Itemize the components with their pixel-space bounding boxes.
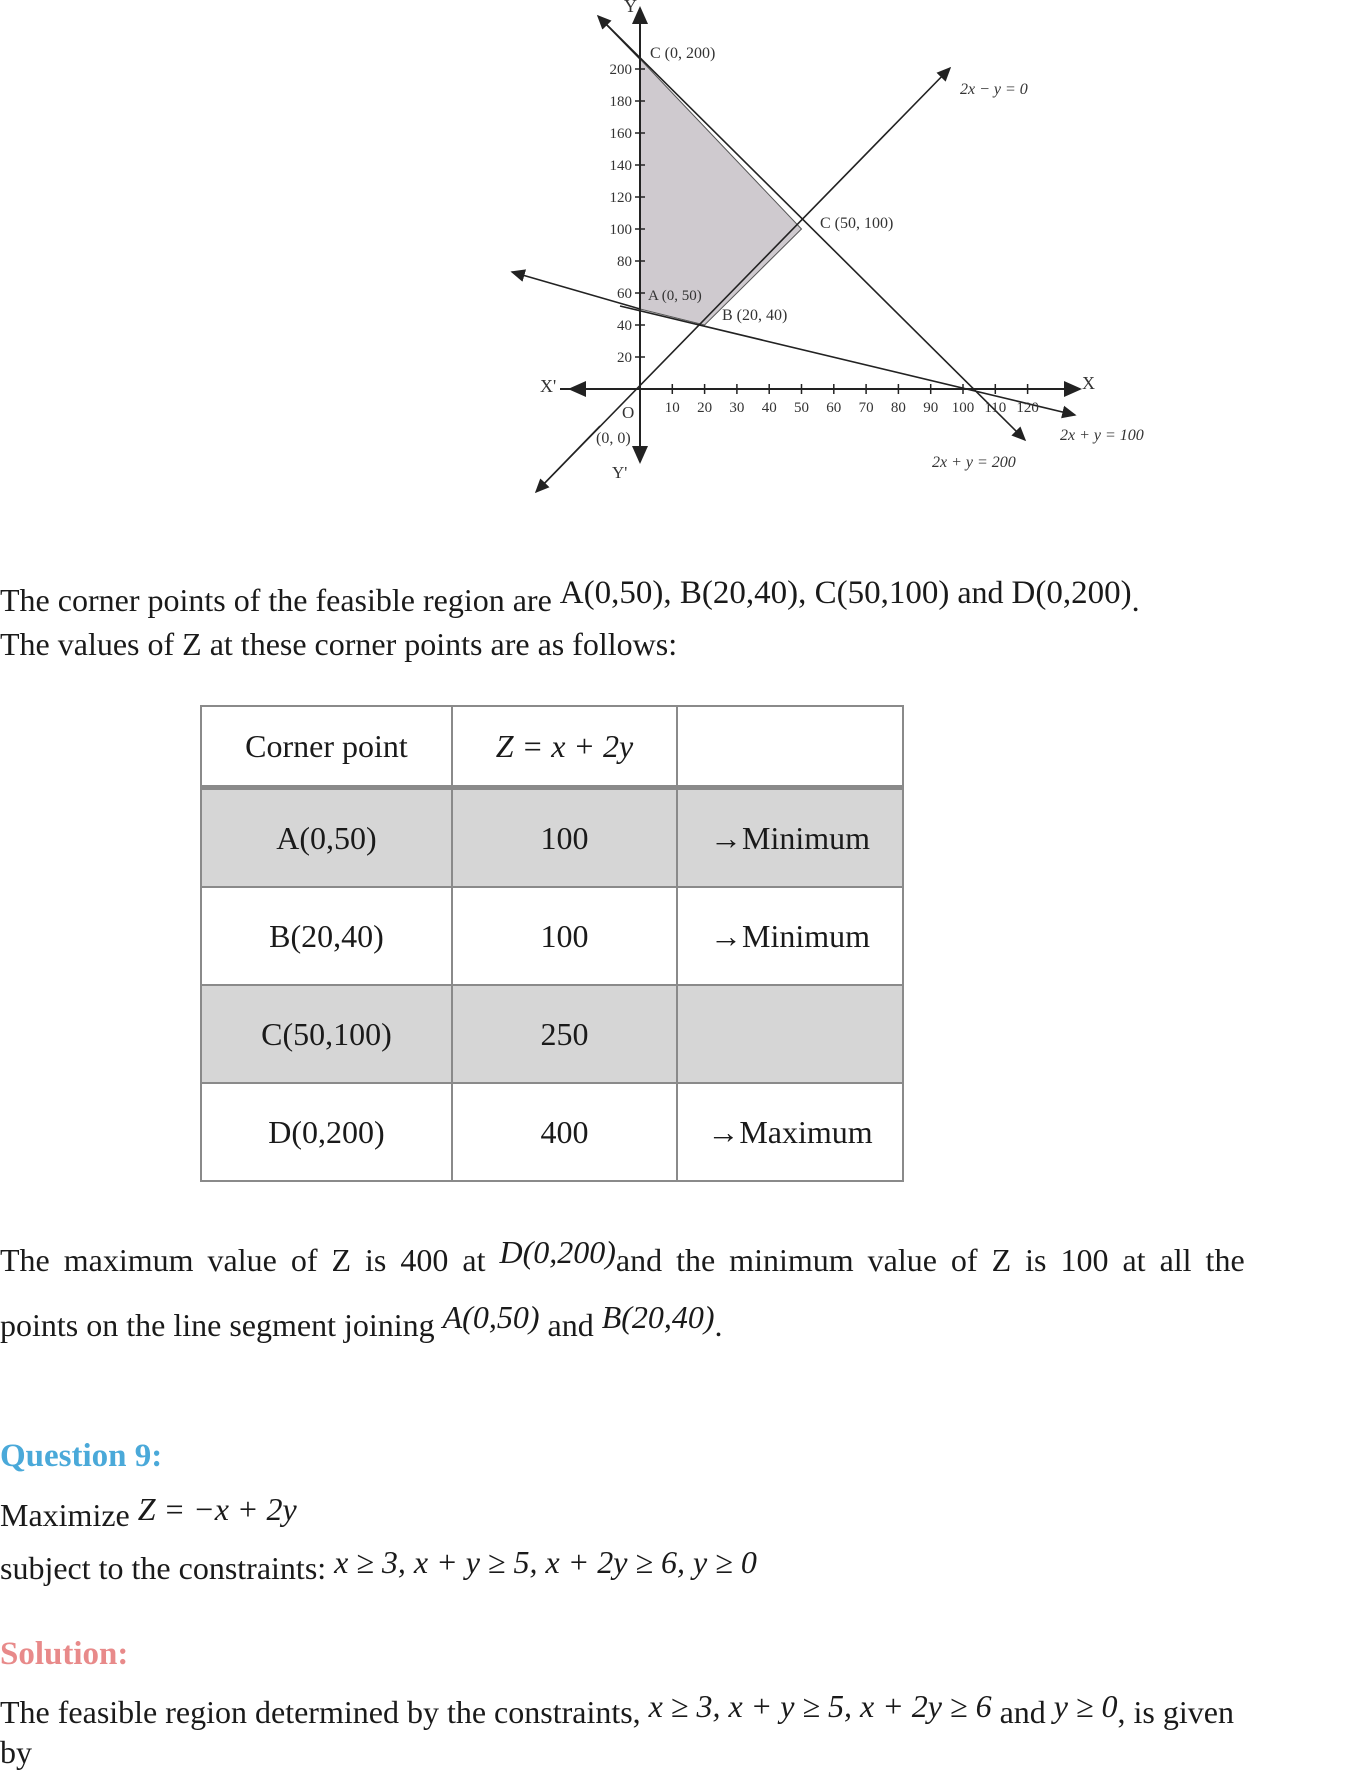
solution-constraints: x ≥ 3, x + y ≥ 5, x + 2y ≥ 6 xyxy=(648,1688,992,1724)
table-row xyxy=(201,887,903,985)
y-tick-label: 160 xyxy=(609,126,632,142)
table-cell-z: 400 xyxy=(452,1083,677,1181)
table-header: Z = x + 2y xyxy=(452,706,677,788)
conclusion-and: and xyxy=(547,1307,594,1343)
table-cell-z: 250 xyxy=(452,985,677,1083)
subject-label: subject to the constraints: xyxy=(0,1550,327,1586)
table-cell-note: →Minimum xyxy=(677,788,903,888)
line-2x-plus-y-100 xyxy=(620,306,1075,415)
point-label-a: A (0, 50) xyxy=(648,288,702,304)
max-point: D(0,200) xyxy=(499,1234,616,1270)
y-tick-label: 20 xyxy=(617,350,632,366)
maximize-label: Maximize xyxy=(0,1497,130,1533)
table-cell-point: C(50,100) xyxy=(201,985,452,1083)
y-tick-label: 180 xyxy=(609,94,632,110)
origin-coord: (0, 0) xyxy=(596,430,631,447)
y-tick-label: 40 xyxy=(617,318,632,334)
corner-points-list: A(0,50), B(20,40), C(50,100) xyxy=(559,575,950,611)
x-tick-label: 40 xyxy=(761,400,777,416)
axis-label-y-neg: Y' xyxy=(612,463,628,482)
point-label-c-mid: C (50, 100) xyxy=(820,215,894,232)
corner-point-table xyxy=(200,705,904,1182)
min-point-b: B(20,40) xyxy=(601,1299,715,1335)
line-label-3: 2x + y = 200 xyxy=(932,454,1016,471)
solution-and: and xyxy=(999,1694,1046,1730)
solution-heading: Solution: xyxy=(0,1636,129,1672)
table-cell-z: 100 xyxy=(452,788,677,888)
y-tick-label: 120 xyxy=(609,190,632,206)
axis-label-y: Y xyxy=(624,0,637,16)
y-tick-label: 60 xyxy=(617,286,632,302)
conclusion-text: points on the line segment joining xyxy=(0,1307,435,1343)
x-tick-label: 20 xyxy=(697,400,713,416)
solution-line-1 xyxy=(0,1688,1234,1732)
x-tick-label: 120 xyxy=(1016,400,1039,416)
table-row xyxy=(201,788,903,888)
x-tick-label: 110 xyxy=(984,400,1007,416)
table-cell-z: 100 xyxy=(452,887,677,985)
conclusion-line-1 xyxy=(0,1234,1352,1280)
x-tick-label: 100 xyxy=(951,400,975,416)
y-tick-label: 200 xyxy=(609,62,632,78)
x-tick-label: 50 xyxy=(794,400,809,416)
solution-last-constraint: y ≥ 0 xyxy=(1053,1688,1118,1724)
point-label-b: B (20, 40) xyxy=(722,307,788,324)
axis-label-x-neg: X' xyxy=(540,376,557,396)
constraints: x ≥ 3, x + y ≥ 5, x + 2y ≥ 6, y ≥ 0 xyxy=(334,1544,757,1580)
line-label-2: 2x + y = 100 xyxy=(1060,427,1144,444)
table-row xyxy=(201,985,903,1083)
line-label-1: 2x − y = 0 xyxy=(960,81,1028,98)
question-heading: Question 9: xyxy=(0,1438,163,1474)
corner-points-sentence xyxy=(0,574,1140,621)
line-2x-plus-y-200-back xyxy=(598,16,640,59)
corner-point-d: D(0,200) xyxy=(1011,575,1132,611)
y-tick-label: 100 xyxy=(609,222,632,238)
corner-points-text: The corner points of the feasible region are xyxy=(0,582,552,618)
line-2x-minus-y-back xyxy=(536,426,600,492)
corner-points-and: and xyxy=(957,574,1004,610)
conclusion-text: and the minimum value of Z is 100 at all the xyxy=(615,1242,1245,1278)
conclusion-line-2 xyxy=(0,1299,723,1345)
table-cell-point: D(0,200) xyxy=(201,1083,452,1181)
maximize-line xyxy=(0,1491,297,1535)
x-tick-label: 70 xyxy=(858,400,874,416)
table-cell-note: →Maximum xyxy=(677,1083,903,1181)
table-cell-point: B(20,40) xyxy=(201,887,452,985)
table-header xyxy=(677,706,903,788)
axis-label-x: X xyxy=(1082,373,1095,393)
point-label-c-top: C (0, 200) xyxy=(650,45,716,62)
y-tick-label: 80 xyxy=(617,254,632,270)
table-row xyxy=(201,1083,903,1181)
min-point-a: A(0,50) xyxy=(442,1299,540,1335)
table-cell-note: →Minimum xyxy=(677,887,903,985)
table-header-row xyxy=(201,706,903,788)
conclusion-text: The maximum value of Z is 400 at xyxy=(0,1242,486,1278)
solution-text: The feasible region determined by the constraints, xyxy=(0,1694,641,1730)
x-tick-label: 60 xyxy=(826,400,842,416)
x-tick-label: 10 xyxy=(664,400,680,416)
solution-text: , is given xyxy=(1117,1694,1234,1730)
x-tick-label: 30 xyxy=(729,400,745,416)
table-header: Corner point xyxy=(201,706,452,788)
solution-text-by: by xyxy=(0,1734,32,1770)
table-cell-point: A(0,50) xyxy=(201,788,452,888)
feasible-region-graph xyxy=(500,0,1200,500)
z-values-intro: The values of Z at these corner points are as follows: xyxy=(0,626,678,662)
x-tick-label: 90 xyxy=(923,400,939,416)
table-cell-note xyxy=(677,985,903,1083)
corner-points-period: . xyxy=(1131,582,1140,618)
conclusion-period: . xyxy=(714,1307,723,1343)
feasible-region xyxy=(640,59,802,325)
origin-label: O xyxy=(622,403,635,422)
y-tick-label: 140 xyxy=(609,158,632,174)
objective-function: Z = −x + 2y xyxy=(137,1491,297,1527)
constraints-line xyxy=(0,1544,757,1588)
x-tick-label: 80 xyxy=(890,400,906,416)
